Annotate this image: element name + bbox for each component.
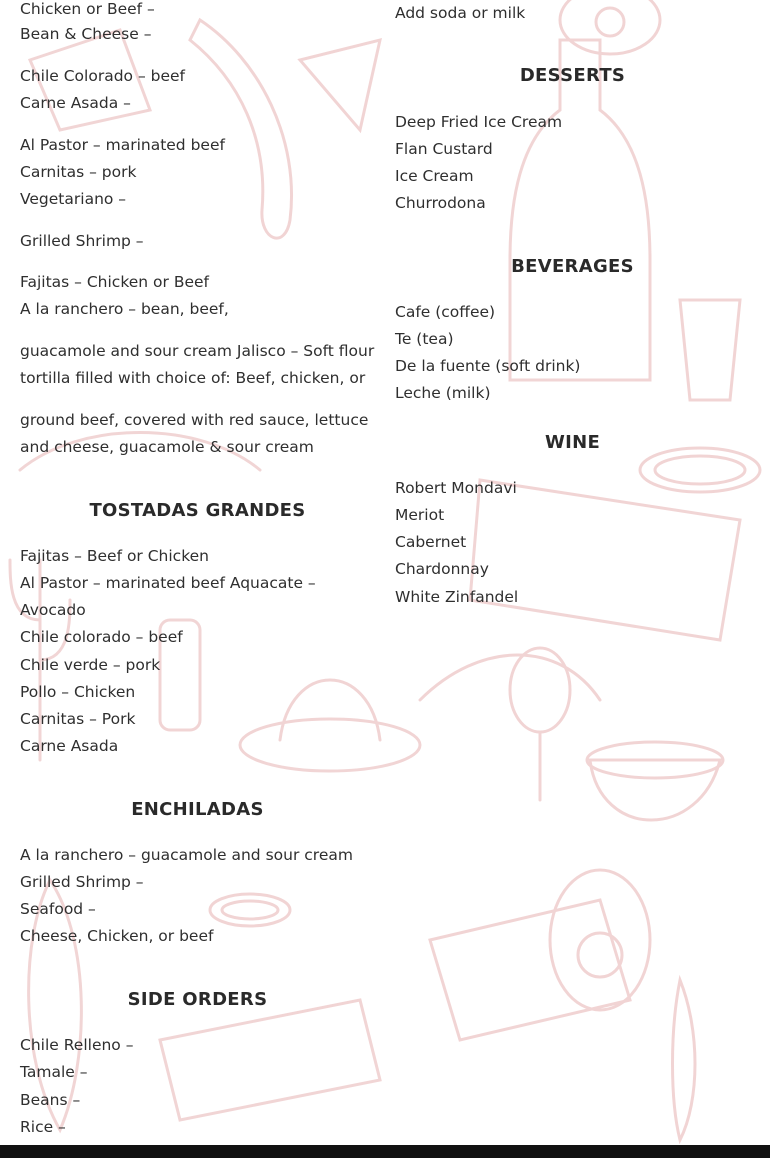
menu-item: Robert Mondavi [395,479,517,497]
menu-item: Cabernet [395,533,467,551]
menu-item: A la ranchero – guacamole and sour cream [20,846,353,864]
menu-item: Chile colorado – beef [20,628,183,646]
menu-item: ground beef, covered with red sauce, lettuce [20,411,369,429]
menu-item: Cafe (coffee) [395,303,496,321]
menu-item: Chile Relleno – [20,1036,134,1054]
menu-item: Tamale – [20,1063,88,1081]
menu-item: Al Pastor – marinated beef Aquacate – [20,574,316,592]
menu-item: Grilled Shrimp – [20,232,144,250]
bottle-icon [510,40,650,380]
sombrero-icon [240,719,420,771]
menu-item: Grilled Shrimp – [20,873,144,891]
section-heading-desserts: DESSERTS [519,65,626,86]
menu-item: guacamole and sour cream Jalisco – Soft flour [20,342,375,360]
menu-item: Al Pastor – marinated beef [20,136,225,154]
section-heading-enchiladas: ENCHILADAS [131,799,264,820]
menu-item: tortilla filled with choice of: Beef, chicken, or [20,369,366,387]
menu-item: Meriot [395,506,445,524]
menu-item: Chardonnay [395,560,489,578]
nacho-icon [300,40,380,130]
section-heading-tostadas: TOSTADAS GRANDES [89,500,306,521]
maraca-icon [510,648,570,732]
section-heading-beverages: BEVERAGES [511,256,634,277]
menu-item: Carne Asada [20,737,119,755]
menu-item: Chicken or Beef – [20,0,155,18]
menu-item: Ice Cream [395,167,474,185]
menu-item: Deep Fried Ice Cream [395,113,563,131]
menu-item: Vegetariano – [20,190,127,208]
bowl-icon [590,760,720,820]
menu-item: Te (tea) [395,330,454,348]
menu-item: Pollo – Chicken [20,683,136,701]
menu-item: and cheese, guacamole & sour cream [20,438,314,456]
glass-icon [680,300,740,400]
menu-item: Chile Colorado – beef [20,67,185,85]
menu-item: Carnitas – Pork [20,710,136,728]
menu-item: Fajitas – Beef or Chicken [20,547,209,565]
chili-pepper-icon [190,20,292,238]
quesadilla-icon [160,1000,380,1120]
menu-item: White Zinfandel [395,588,519,606]
menu-item: Fajitas – Chicken or Beef [20,273,209,291]
chili-pepper-bottom-icon [673,980,696,1140]
section-heading-wine: WINE [544,432,601,453]
menu-item: Bean & Cheese – [20,25,152,43]
menu-item: Churrodona [395,194,486,212]
avocado-bottom-icon [550,870,650,1010]
tortilla-icon [470,480,740,640]
menu-item: De la fuente (soft drink) [395,357,581,375]
menu-item: Leche (milk) [395,384,491,402]
menu-item: A la ranchero – bean, beef, [20,300,229,318]
burrito-icon [430,900,630,1040]
bottom-bar [0,1145,770,1158]
menu-item: Carne Asada – [20,94,131,112]
menu-item: Rice – [20,1118,66,1136]
section-heading-side-orders: SIDE ORDERS [127,989,268,1010]
menu-item: Beans – [20,1091,81,1109]
menu-item: Cheese, Chicken, or beef [20,927,214,945]
menu-item: Add soda or milk [395,4,526,22]
menu-item: Avocado [20,601,86,619]
menu-item: Carnitas – pork [20,163,137,181]
menu-item: Chile verde – pork [20,656,161,674]
menu-item: Flan Custard [395,140,493,158]
menu-item: Seafood – [20,900,96,918]
